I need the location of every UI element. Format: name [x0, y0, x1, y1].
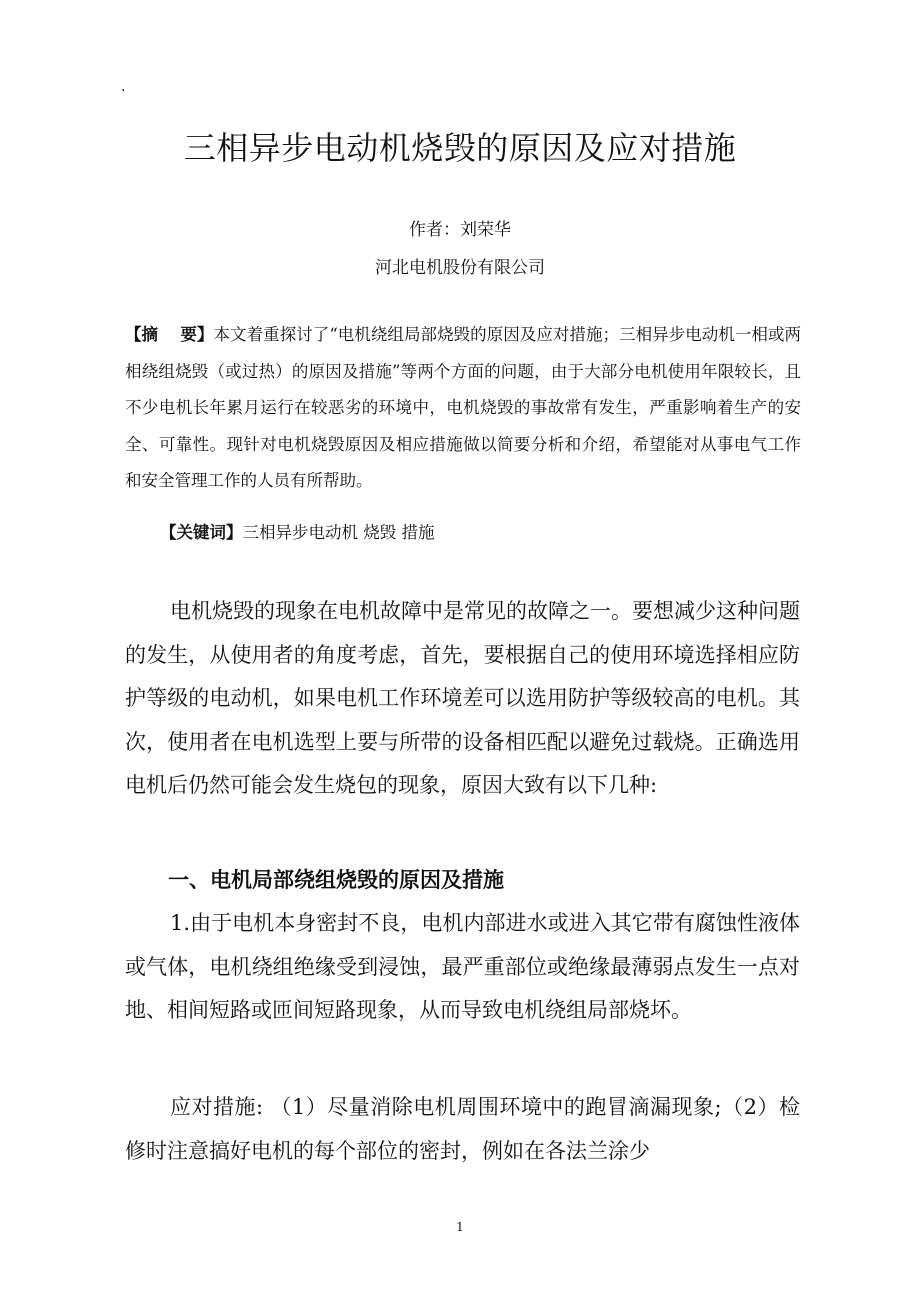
author-line: 作者：刘荣华 [409, 220, 511, 240]
page-number: 1 [456, 1220, 464, 1234]
keywords-text: 三相异步电动机 烧毁 措施 [242, 523, 435, 542]
abstract-label: 【摘 要】 [125, 325, 214, 344]
abstract-text: 本文着重探讨了“电机绕组局部烧毁的原因及应对措施；三相异步电动机一相或两相绕组烧毁（或过热）的原因及措施”等两个方面的问题，由于大部分电机使用年限较长，且不少电机长年累月运行在较恶劣的环境中，电机烧毁的事故常有发生，严重影响着生产的安全、可靠性。现针对电机烧毁原因及相应措施做以简要分析和介绍，希望能对从事电气工作和安全管理工作的人员有所帮助。 [125, 325, 801, 490]
keywords-line [160, 519, 435, 547]
company-name: 河北电机股份有限公司 [375, 258, 545, 278]
section-heading: 一、电机局部绕组烧毁的原因及措施 [168, 868, 504, 892]
document-title: 三相异步电动机烧毁的原因及应对措施 [183, 129, 737, 167]
item-paragraph: 1.由于电机本身密封不良，电机内部进水或进入其它带有腐蚀性液体或气体，电机绕组绝缘受到浸蚀，最严重部位或绝缘最薄弱点发生一点对地、相间短路或匝间短路现象，从而导致电机绕组局部烧坏。 [125, 911, 800, 1022]
header-dot: . [121, 79, 126, 95]
keywords-label: 【关键词】 [160, 523, 243, 542]
measures-paragraph: 应对措施: （1）尽量消除电机周围环境中的跑冒滴漏现象;（2）检修时注意搞好电机的每个部位的密封，例如在各法兰涂少 [125, 1095, 800, 1163]
abstract-paragraph [125, 317, 801, 500]
intro-paragraph: 电机烧毁的现象在电机故障中是常见的故障之一。要想减少这种问题的发生，从使用者的角度考虑，首先，要根据自己的使用环境选择相应防护等级的电动机，如果电机工作环境差可以选用防护等级较高的电机。其次，使用者在电机选型上要与所带的设备相匹配以避免过载烧。正确选用电机后仍然可能会发生烧包的现象，原因大致有以下几种: [125, 599, 800, 797]
